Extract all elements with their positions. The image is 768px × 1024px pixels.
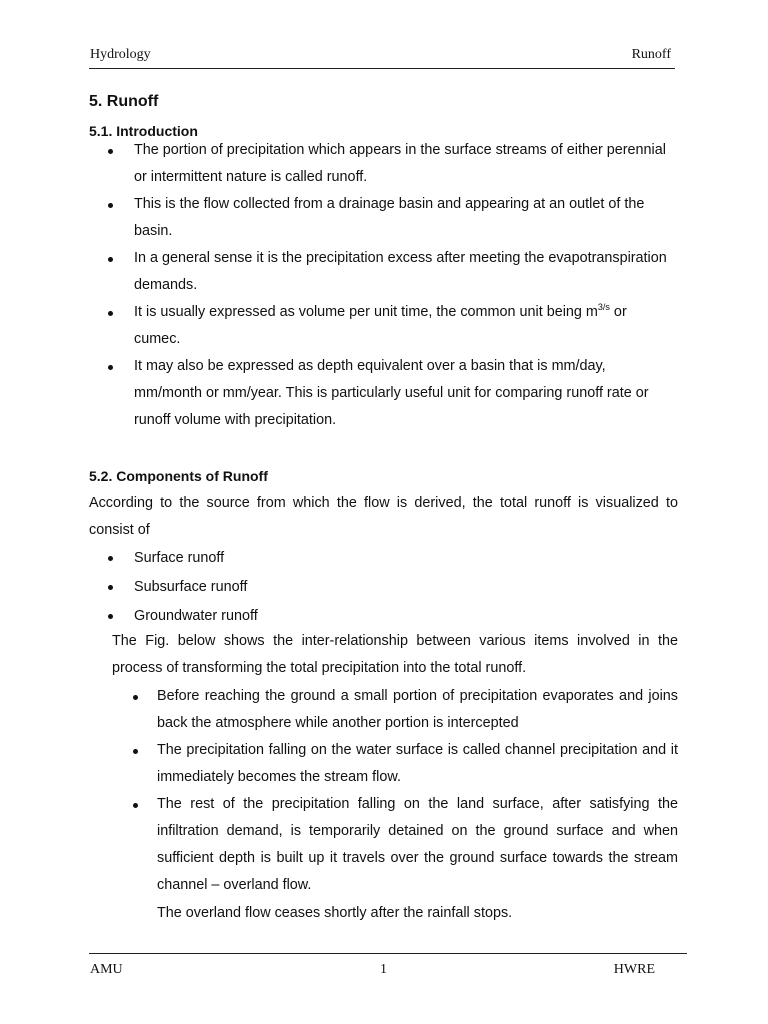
list-item: Before reaching the ground a small portion of precipitation evaporates and joins back the atmosphere while another portion is intercepted xyxy=(157,683,678,737)
list-item: Surface runoff xyxy=(134,544,674,573)
list-item: Subsurface runoff xyxy=(134,573,674,602)
page-footer xyxy=(89,962,687,982)
list-item: It is usually expressed as volume per unit time, the common unit being $m^{3/s}$ or cumec. xyxy=(134,299,674,353)
footer-divider xyxy=(89,953,687,954)
unit-superscript: 3/s xyxy=(597,302,610,313)
overland-flow-note: The overland flow ceases shortly after the rainfall stops. xyxy=(157,905,513,921)
bullet-icon xyxy=(133,803,138,808)
components-list xyxy=(134,544,674,631)
list-item: In a general sense it is the precipitation excess after meeting the evapotranspiration demands. xyxy=(134,245,674,299)
header-left: Hydrology xyxy=(90,47,151,62)
list-item: The rest of the precipitation falling on the land surface, after satisfying the infiltration demand, is temporarily detained on the ground surface and when sufficient depth is built up it travels over the ground surface towards the stream channel – overland flow. xyxy=(157,791,678,899)
bullet-icon xyxy=(108,585,113,590)
bullet-icon xyxy=(108,149,113,154)
bullet-icon xyxy=(108,257,113,262)
list-item: The portion of precipitation which appears in the surface streams of either perennial or intermittent nature is called runoff. xyxy=(134,137,674,191)
page-header xyxy=(89,46,675,69)
bullet-icon xyxy=(108,203,113,208)
chapter-title: 5. Runoff xyxy=(89,93,159,110)
bullet-icon xyxy=(108,614,113,619)
list-item: It may also be expressed as depth equivalent over a basin that is mm/day, mm/month or mm/year. This is particularly useful unit for comparing runoff rate or runoff volume with precipitation. xyxy=(134,353,674,434)
list-item: Groundwater runoff xyxy=(134,602,674,631)
bullet-icon xyxy=(133,695,138,700)
footer-left: AMU xyxy=(90,962,123,977)
bullet-icon xyxy=(108,365,113,370)
section-heading-introduction: 5.1. Introduction xyxy=(89,123,198,139)
footer-right: HWRE xyxy=(613,962,655,977)
components-intro: According to the source from which the flow is derived, the total runoff is visualized to consist of xyxy=(89,495,678,538)
page-number: 1 xyxy=(380,962,387,977)
section-heading-components: 5.2. Components of Runoff xyxy=(89,468,268,484)
bullet-icon xyxy=(133,749,138,754)
details-list xyxy=(157,683,678,899)
introduction-list xyxy=(134,137,674,434)
list-item: This is the flow collected from a drainage basin and appearing at an outlet of the basin. xyxy=(134,191,674,245)
header-right: Runoff xyxy=(631,47,671,62)
bullet-icon xyxy=(108,556,113,561)
list-item: The precipitation falling on the water surface is called channel precipitation and it immediately becomes the stream flow. xyxy=(157,737,678,791)
figure-description: The Fig. below shows the inter-relationship between various items involved in the process of transforming the total precipitation into the total runoff. xyxy=(112,633,678,676)
bullet-icon xyxy=(108,311,113,316)
